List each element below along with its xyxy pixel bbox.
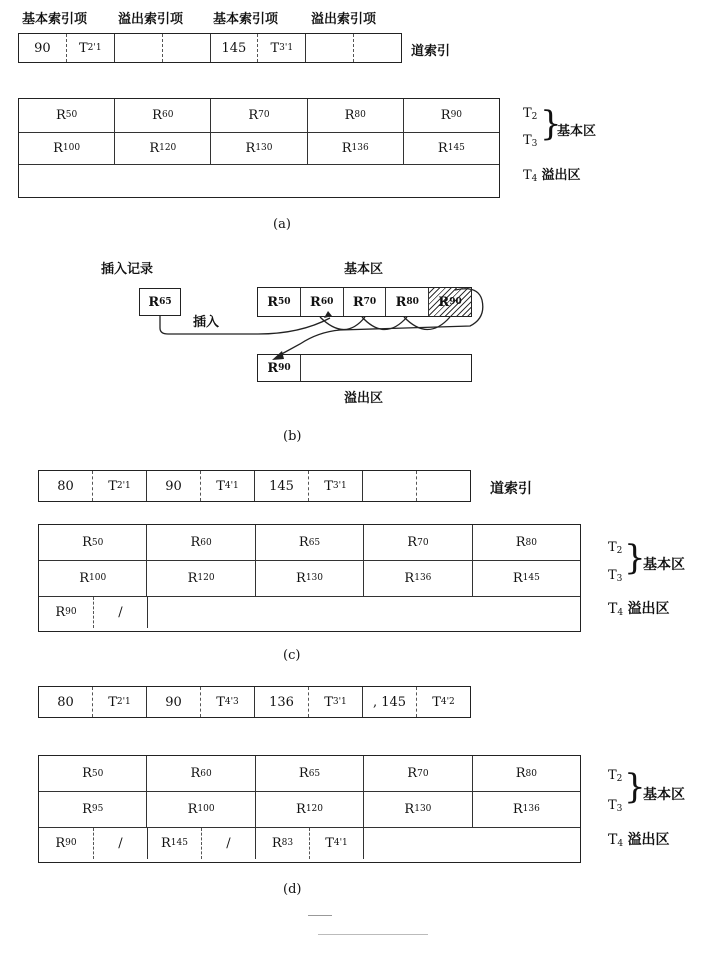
basic-area-label: 基本区 <box>643 557 685 573</box>
caption-a: (a) <box>273 217 291 232</box>
cell-subscript: 90 <box>65 838 77 849</box>
cell-value: R <box>341 140 352 156</box>
cell-subscript: 90 <box>65 607 77 618</box>
cell-subscript: 2'1 <box>116 697 131 707</box>
insert-path-line <box>160 316 330 334</box>
brace-icon: } <box>624 538 646 578</box>
cell-value: R <box>248 107 259 123</box>
cell-value: R <box>53 140 63 156</box>
cell <box>255 828 309 859</box>
cell-value: R <box>404 570 415 586</box>
cell-value: R <box>187 801 198 817</box>
cell-value: / <box>118 835 123 851</box>
cell-subscript: 90 <box>449 297 462 307</box>
cell-subscript: 130 <box>305 573 323 584</box>
brace-icon: } <box>624 767 646 807</box>
cell-value: R <box>404 801 415 817</box>
basic-track-row <box>39 756 580 791</box>
cell <box>308 471 362 501</box>
cell-subscript: 80 <box>406 297 419 307</box>
cell-subscript: 80 <box>525 768 537 779</box>
caption-c: (c) <box>283 648 301 663</box>
cell-value: R <box>512 570 523 586</box>
cell <box>39 792 146 826</box>
cell-subscript: 136 <box>414 573 432 584</box>
cell-value: R <box>515 766 526 782</box>
cell <box>39 828 93 859</box>
cell-subscript: 120 <box>197 573 215 584</box>
cell-subscript: 100 <box>89 573 107 584</box>
basic-track-row <box>39 525 580 560</box>
cell-value: R <box>55 835 66 851</box>
cell-subscript: 95 <box>91 804 104 815</box>
cell-value: 145 <box>269 478 294 494</box>
cell-value: R <box>296 570 306 586</box>
track-index-label-c: 道索引 <box>490 481 532 497</box>
cell-subscript: 70 <box>258 110 270 121</box>
insert-arrowhead-icon <box>324 311 332 318</box>
cell <box>255 792 363 826</box>
insert-record-label: 插入记录 <box>101 262 154 277</box>
cell-value: R <box>296 801 306 817</box>
cell-value: 136 <box>269 694 294 710</box>
cell-value: 80 <box>57 478 74 494</box>
cell <box>363 756 471 791</box>
scan-mark <box>318 934 428 935</box>
overflow-move-line <box>278 289 483 356</box>
cell-subscript: 130 <box>414 804 432 815</box>
insert-word: 插入 <box>193 315 220 330</box>
cell-subscript: 70 <box>417 537 429 548</box>
header-basic-index-2: 基本索引项 <box>213 12 279 27</box>
scan-mark <box>308 915 332 916</box>
t3-label: $T_3$ <box>608 568 623 584</box>
cell-subscript: 100 <box>62 143 81 154</box>
basic-track-row <box>39 560 580 595</box>
cell <box>200 471 254 501</box>
cell <box>93 828 147 859</box>
cell-subscript: 3'1 <box>332 481 347 491</box>
cell-value: R <box>395 294 407 310</box>
cell-value: R <box>352 294 364 310</box>
header-overflow-index-1: 溢出索引项 <box>118 12 184 27</box>
cell-subscript: 50 <box>278 297 291 307</box>
cell-value: 80 <box>57 694 74 710</box>
cell-subscript: 2'1 <box>116 481 131 491</box>
t4-label: $T_4$ 溢出区 <box>608 832 670 849</box>
cell-value: / <box>226 835 231 851</box>
overflow-cell-r90: R 90 <box>267 360 291 376</box>
overflow-empty-space <box>147 597 580 628</box>
cell-value: R <box>79 570 89 586</box>
cell-subscript: 136 <box>522 804 540 815</box>
cell <box>416 687 470 717</box>
overflow-area-track-b <box>257 354 472 382</box>
cell-value: T <box>216 478 225 494</box>
track-area-d <box>38 755 581 863</box>
cell-value: R <box>55 604 66 620</box>
cell-value: R <box>512 801 523 817</box>
track-index-c <box>38 470 471 502</box>
cell <box>362 687 416 717</box>
cell-value: R <box>190 535 201 551</box>
cell <box>254 471 308 501</box>
cell-value: R <box>437 140 448 156</box>
cell-value: R <box>310 294 321 310</box>
cell-subscript: 145 <box>447 143 465 154</box>
overflow-empty-space <box>363 828 580 859</box>
cell-subscript: 60 <box>161 110 174 121</box>
cell-value: R <box>438 294 450 310</box>
cell <box>39 561 146 595</box>
cell-value: R <box>407 766 418 782</box>
cell-subscript: 3'1 <box>279 43 294 53</box>
t3-label: $T_3$ <box>608 798 623 814</box>
cell-subscript: 65 <box>308 537 321 548</box>
cell-subscript: 100 <box>197 804 215 815</box>
cell-value: 90 <box>165 478 182 494</box>
cell-subscript: 4'2 <box>440 697 455 707</box>
caption-d: (d) <box>283 882 302 897</box>
cell <box>255 561 363 595</box>
cell-value: T <box>108 694 117 710</box>
cell-value: T <box>432 694 441 710</box>
cell <box>363 792 471 826</box>
cell-subscript: 60 <box>320 297 334 307</box>
cell <box>146 471 200 501</box>
cell <box>146 687 200 717</box>
cell-value: T <box>108 478 117 494</box>
cell <box>39 525 146 560</box>
cell-subscript: 50 <box>91 537 104 548</box>
cell-subscript: 83 <box>281 838 294 849</box>
cell <box>255 525 363 560</box>
cell-value: R <box>344 107 355 123</box>
header-basic-index-1: 基本索引项 <box>22 12 88 27</box>
cell <box>472 561 580 595</box>
cell-subscript: 50 <box>65 110 78 121</box>
cell-subscript: 2'1 <box>87 43 102 53</box>
cell-subscript: 70 <box>417 768 429 779</box>
cell-value: T <box>324 478 333 494</box>
cell-value: R <box>245 140 256 156</box>
cell-subscript: 145 <box>170 838 188 849</box>
cell-value: R <box>82 535 92 551</box>
cell-value: R <box>82 766 92 782</box>
cell-value: R <box>407 535 418 551</box>
basic-area-label: 基本区 <box>643 787 685 803</box>
cell-value: R <box>82 801 92 817</box>
basic-area-label: 基本区 <box>557 124 597 139</box>
cell-value: R <box>298 766 309 782</box>
cell-value: T <box>270 40 280 56</box>
cell-subscript: 120 <box>305 804 323 815</box>
cell <box>39 687 92 717</box>
cell-subscript: 80 <box>525 537 537 548</box>
caption-b: (b) <box>283 429 302 444</box>
cell <box>254 687 308 717</box>
overflow-area-label-b: 溢出区 <box>344 391 384 406</box>
t3-label: $T_3$ <box>523 133 538 149</box>
cell <box>472 525 580 560</box>
cell-value: R <box>190 766 201 782</box>
cell-value: T <box>324 694 333 710</box>
inserted-record-r65: R 65 <box>139 288 181 316</box>
cell-subscript: 65 <box>308 768 321 779</box>
cell-value: R <box>149 140 160 156</box>
cell-value: R <box>267 294 279 310</box>
track-index-label-a: 道索引 <box>411 44 451 59</box>
basic-track-row <box>39 791 580 826</box>
cell-subscript: 130 <box>255 143 273 154</box>
cell <box>147 828 201 859</box>
cell <box>472 792 580 826</box>
cell <box>255 756 363 791</box>
cell-subscript: 136 <box>351 143 369 154</box>
cell-value: R <box>515 535 526 551</box>
cell <box>92 687 146 717</box>
cell <box>416 471 470 501</box>
cell-value: T <box>325 835 334 851</box>
t4-label: $T_4$ 溢出区 <box>608 601 670 618</box>
cell <box>201 828 255 859</box>
cell-value: R <box>152 107 162 123</box>
t2-label: $T_2$ <box>608 768 623 784</box>
cell-value: R <box>187 570 198 586</box>
cell-subscript: 70 <box>363 297 377 307</box>
cell <box>472 756 580 791</box>
cell-value: 90 <box>165 694 182 710</box>
overflow-track-row <box>39 596 580 628</box>
brace-icon: } <box>540 104 562 144</box>
cell-value: R <box>161 835 171 851</box>
cell <box>146 525 254 560</box>
cell-subscript: 4'3 <box>224 697 239 707</box>
cell-subscript: 60 <box>200 537 212 548</box>
cell-subscript: 50 <box>91 768 104 779</box>
cell-value: R <box>440 107 451 123</box>
cell <box>308 687 362 717</box>
cell-value: R <box>298 535 309 551</box>
cell-value: 90 <box>34 40 51 56</box>
cell-value: , 145 <box>372 694 407 710</box>
overflow-cell-empty <box>300 355 471 381</box>
cell-subscript: 60 <box>200 768 212 779</box>
cell-subscript: 80 <box>354 110 366 121</box>
cell <box>363 525 471 560</box>
basic-area-title: 基本区 <box>344 262 384 277</box>
cell-value: T <box>216 694 225 710</box>
cell <box>363 561 471 595</box>
cell-value: 145 <box>221 40 247 56</box>
header-overflow-index-2: 溢出索引项 <box>311 12 377 27</box>
cell <box>92 471 146 501</box>
t2-label: $T_2$ <box>523 106 538 122</box>
shift-arc-1 <box>320 317 365 330</box>
t4-label: $T_4$ 溢出区 <box>523 168 581 184</box>
cell-value: T <box>79 40 88 56</box>
cell-subscript: 90 <box>450 110 463 121</box>
cell <box>39 597 93 628</box>
overflow-track-row <box>39 827 580 859</box>
cell <box>39 756 146 791</box>
cell <box>146 561 254 595</box>
cell <box>309 828 363 859</box>
cell-subscript: 120 <box>159 143 177 154</box>
cell <box>200 687 254 717</box>
cell-subscript: 4'1 <box>224 481 239 491</box>
cell <box>39 471 92 501</box>
cell-value: / <box>118 604 123 620</box>
t2-label: $T_2$ <box>608 540 623 556</box>
cell-value: R <box>271 835 282 851</box>
cell-subscript: 3'1 <box>332 697 347 707</box>
cell <box>146 756 254 791</box>
cell <box>93 597 147 628</box>
track-area-c <box>38 524 581 632</box>
cell-subscript: 145 <box>522 573 540 584</box>
cell <box>146 792 254 826</box>
track-index-d <box>38 686 471 718</box>
cell-subscript: 4'1 <box>333 838 348 849</box>
cell <box>362 471 416 501</box>
cell-value: R <box>55 107 66 123</box>
